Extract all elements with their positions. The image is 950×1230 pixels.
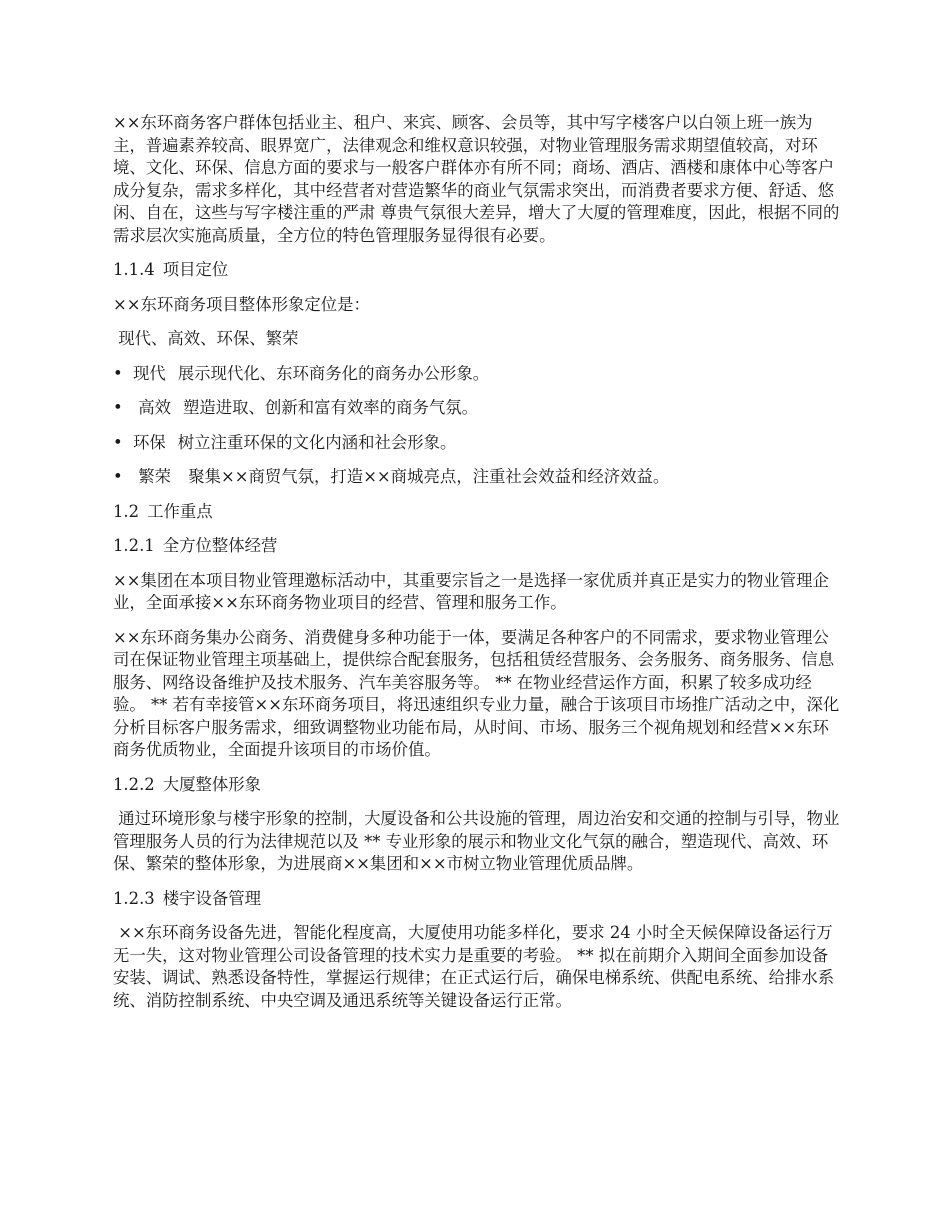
paragraph-comprehensive-services: ××东环商务集办公商务、消费健身多种功能于一体，要满足各种客户的不同需求，要求物业管理公司在保证物业管理主项基础上，提供综合配套服务，包括租赁经营服务、会务服务、商务服务、信息服务、网络设备维护及技术服务、汽车美容服务等。 ** 在物业经营运作方面，积累了较多成功经验。 ** 若有幸接管××东环商务项目，将迅速组织专业力量，融合于该项目市场推广活动之中，深化分析目标客户服务需求，细致调整物业功能布局，从时间、市场、服务三个视角规划和经营××东环商务优质物业，全面提升该项目的市场价值。 — [113, 627, 840, 759]
paragraph-equipment-management: ××东环商务设备先进，智能化程度高，大厦使用功能多样化，要求 24 小时全天候保障设备运行万无一失，这对物业管理公司设备管理的技术实力是重要的考验。 ** 拟在前期介入期间全面参加设备安装、调试、熟悉设备特性，掌握运行规律；在正式运行后，确保电梯系统、供配电系统、给排水系统、消防控制系统、中央空调及通迅系统等关键设备运行正常。 — [113, 923, 835, 1010]
bullet-term: 环保 — [133, 432, 166, 452]
heading-1-2 — [113, 501, 841, 524]
paragraph-building-image: 通过环境形象与楼宇形象的控制，大厦设备和公共设施的管理，周边治安和交通的控制与引导，物业管理服务人员的行为法律规范以及 ** 专业形象的展示和物业文化气氛的融合，塑造现代、高效、环保、繁荣的整体形象，为进展商××集团和××市树立物业管理优质品牌。 — [113, 809, 840, 873]
heading-1-2-3 — [113, 888, 841, 911]
heading-title: 大厦整体形象 — [162, 774, 262, 794]
bullet-item-prosperous — [113, 466, 841, 489]
bullet-dot: • — [113, 467, 123, 486]
bullet-dot: • — [113, 398, 123, 417]
heading-number: 1.2.1 — [113, 536, 155, 555]
bullet-term: 现代 — [133, 363, 166, 383]
heading-title: 全方位整体经营 — [162, 536, 278, 555]
bullet-text: 展示现代化、东环商务化的商务办公形象。 — [177, 363, 490, 383]
heading-title: 楼宇设备管理 — [162, 888, 262, 908]
heading-number: 1.2.2 — [113, 774, 155, 794]
paragraph-positioning-keywords: 现代、高效、环保、繁荣 — [113, 329, 299, 348]
heading-1-1-4 — [113, 259, 841, 282]
bullet-item-efficient — [113, 397, 841, 420]
heading-number: 1.2.3 — [113, 888, 155, 908]
heading-1-2-2 — [113, 774, 841, 797]
bullet-term: 繁荣 — [133, 467, 171, 486]
heading-number: 1.1.4 — [113, 260, 155, 279]
bullet-item-eco — [113, 432, 841, 455]
bullet-text: 聚集××商贸气氛，打造××商城亮点，注重社会效益和经济效益。 — [183, 467, 670, 486]
paragraph-group-tender: ××集团在本项目物业管理邀标活动中，其重要宗旨之一是选择一家优质并真正是实力的物业管理企业，全面承接××东环商务物业项目的经营、管理和服务工作。 — [113, 570, 829, 612]
document-page — [113, 112, 841, 1024]
bullet-text: 树立注重环保的文化内涵和社会形象。 — [177, 432, 457, 452]
bullet-dot: • — [113, 363, 123, 383]
heading-title: 工作重点 — [147, 501, 213, 521]
bullet-item-modern — [113, 363, 841, 386]
paragraph-customer-groups: ××东环商务客户群体包括业主、租户、来宾、顾客、会员等，其中写字楼客户以白领上班一族为主，普遍素养较高、眼界宽广，法律观念和维权意识较强，对物业管理服务需求期望值较高，对环境、文化、环保、信息方面的要求与一般客户群体亦有所不同；商场、酒店、酒楼和康体中心等客户成分复杂，需求多样化，其中经营者对营造繁华的商业气氛需求突出，而消费者要求方便、舒适、悠闲、自在，这些与写字楼注重的严肃 尊贵气氛很大差异，增大了大厦的管理难度，因此，根据不同的需求层次实施高质量，全方位的特色管理服务显得很有必要。 — [113, 113, 840, 245]
heading-title: 项目定位 — [162, 260, 229, 279]
bullet-text: 塑造进取、创新和富有效率的商务气氛。 — [183, 398, 479, 417]
bullet-dot: • — [113, 432, 123, 452]
paragraph-positioning-intro: ××东环商务项目整体形象定位是： — [113, 294, 370, 314]
bullet-term: 高效 — [133, 398, 171, 417]
heading-number: 1.2 — [113, 501, 140, 521]
heading-1-2-1 — [113, 535, 841, 558]
